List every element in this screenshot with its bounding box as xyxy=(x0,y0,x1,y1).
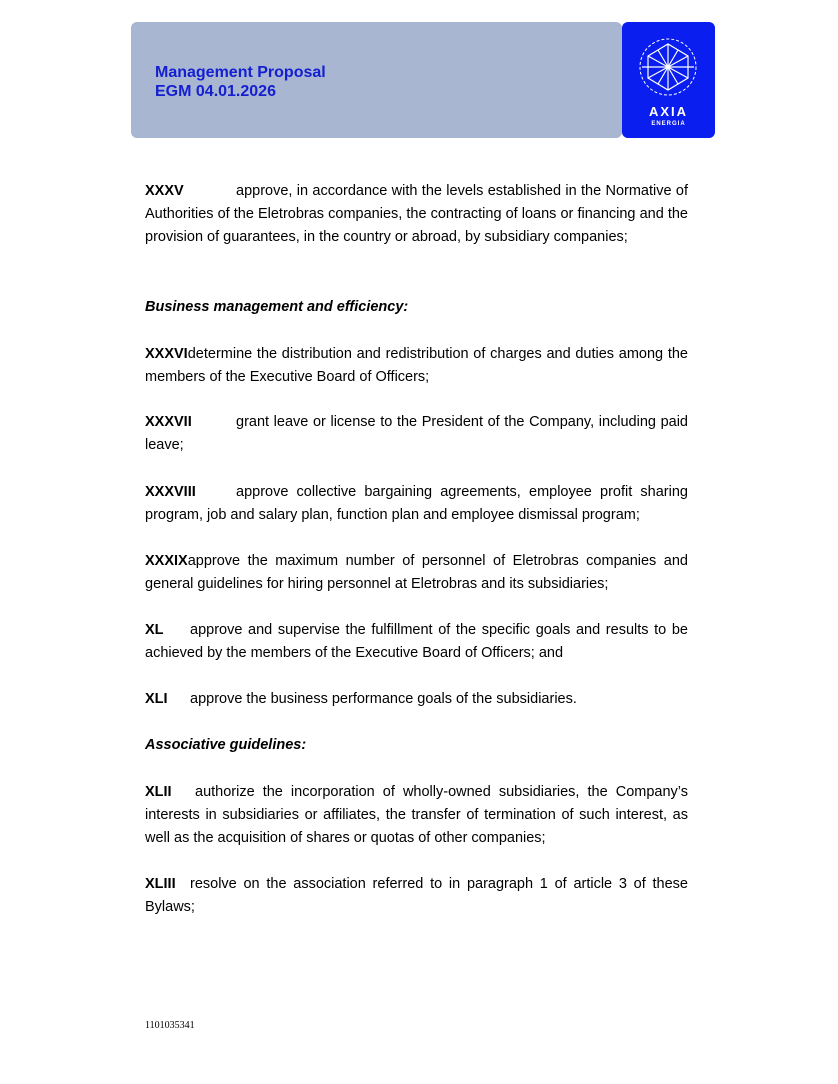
paragraph-xlii xyxy=(145,781,688,850)
globe-icon xyxy=(638,36,698,98)
item-number: XLIII xyxy=(145,876,176,892)
item-text: grant leave or license to the President of the Company, including paid leave; xyxy=(145,414,688,453)
paragraph-xxxix xyxy=(145,550,688,596)
item-text: approve the maximum number of personnel of Eletrobras companies and general guidelines for hiring personnel at Eletrobras and its subsidiaries; xyxy=(145,553,688,592)
item-number: XLII xyxy=(145,784,172,800)
item-number: XL xyxy=(145,622,164,638)
paragraph-xxxvi xyxy=(145,343,688,389)
item-text: resolve on the association referred to in paragraph 1 of article 3 of these Bylaws; xyxy=(145,876,688,915)
document-subtitle: EGM 04.01.2026 xyxy=(155,83,276,100)
item-number: XXXVI xyxy=(145,346,188,362)
axia-logo xyxy=(622,22,715,138)
header-banner xyxy=(131,22,622,138)
paragraph-xxxviii xyxy=(145,481,688,527)
paragraph-xli xyxy=(145,688,688,711)
item-number: XXXIX xyxy=(145,553,188,569)
item-text: approve, in accordance with the levels established in the Normative of Authorities of the Eletrobras companies, the contracting of loans or financing and the provision of guarantees, in the country or abroad, by subsidiary companies; xyxy=(145,183,688,245)
item-text: authorize the incorporation of wholly-owned subsidiaries, the Company’s interests in subsidiaries or affiliates, the transfer of termination of such interest, as well as the acquisition of shares or quotas of other companies; xyxy=(145,784,688,846)
paragraph-xxxvii xyxy=(145,411,688,457)
item-number: XXXVIII xyxy=(145,484,196,500)
item-text: approve collective bargaining agreements, employee profit sharing program, job and salary plan, function plan and employee dismissal program; xyxy=(145,484,688,523)
item-text: approve the business performance goals of the subsidiaries. xyxy=(190,691,577,707)
item-number: XXXVII xyxy=(145,414,192,430)
item-text: approve and supervise the fulfillment of the specific goals and results to be achieved by the members of the Executive Board of Officers; and xyxy=(145,622,688,661)
item-text: determine the distribution and redistribution of charges and duties among the members of the Executive Board of Officers; xyxy=(145,346,688,385)
document-title: Management Proposal xyxy=(155,64,326,81)
section-heading: Business management and efficiency: xyxy=(145,299,409,315)
logo-name: AXIA xyxy=(648,104,689,119)
paragraph-xl xyxy=(145,619,688,665)
item-number: XXXV xyxy=(145,183,184,199)
paragraph-xliii xyxy=(145,873,688,919)
section-heading: Associative guidelines: xyxy=(145,737,307,753)
logo-subtitle: ENERGIA xyxy=(651,121,686,127)
document-number: 1101035341 xyxy=(145,1020,195,1031)
paragraph-xxxv xyxy=(145,180,688,249)
item-number: XLI xyxy=(145,691,168,707)
